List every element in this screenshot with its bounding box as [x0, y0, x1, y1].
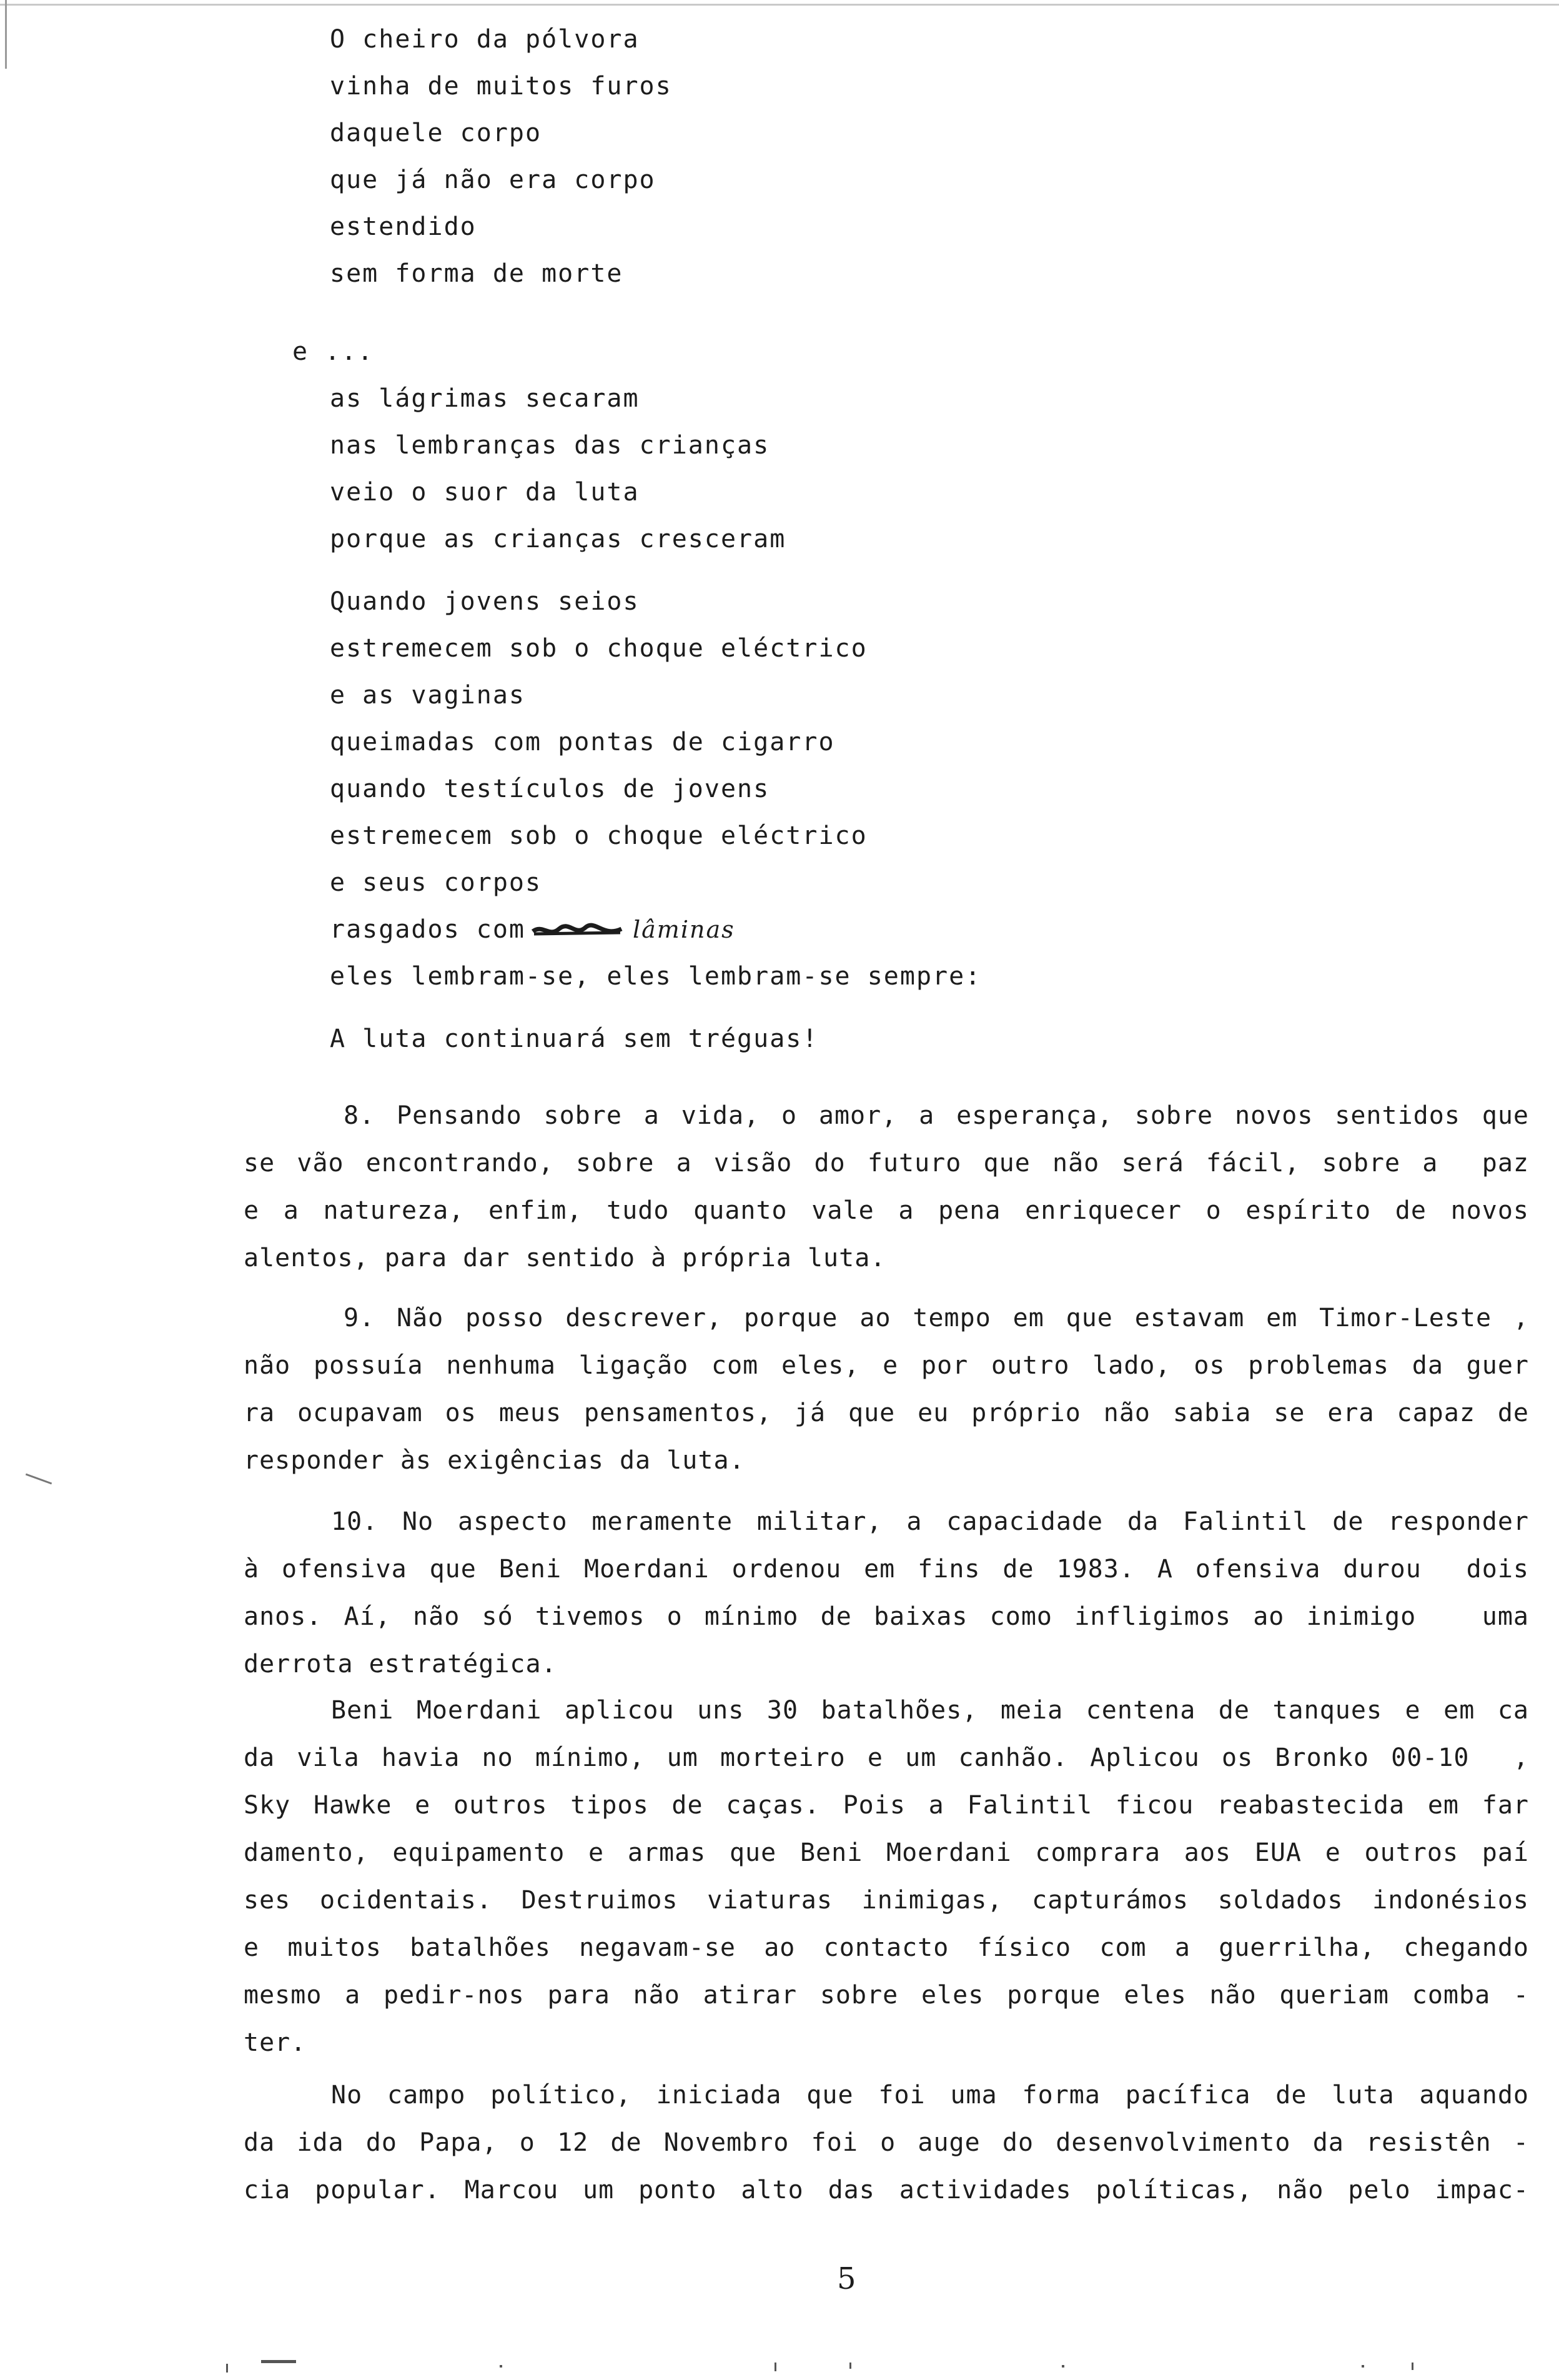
paragraph-line: mesmo a pedir-nos para não atirar sobre eles porque eles não queriam comba -	[244, 1981, 1529, 2010]
poem-line: O cheiro da pólvora	[330, 25, 640, 54]
paragraph-line: se vão encontrando, sobre a visão do futuro que não será fácil, sobre a paz	[244, 1149, 1529, 1178]
paragraph-line: 10. No aspecto meramente militar, a capacidade da Falintil de responder	[331, 1507, 1529, 1536]
paragraph-line: ses ocidentais. Destruimos viaturas inimigas, capturámos soldados indonésios	[244, 1886, 1529, 1915]
poem-line: Quando jovens seios	[330, 587, 640, 616]
paragraph-line: da ida do Papa, o 12 de Novembro foi o auge do desenvolvimento da resistên -	[244, 2128, 1529, 2157]
poem-line-text: rasgados com	[330, 915, 525, 944]
poem-block	[292, 16, 982, 1063]
paragraph-11	[244, 1687, 1529, 2066]
poem-line: queimadas com pontas de cigarro	[330, 728, 835, 756]
paragraph-line: Sky Hawke e outros tipos de caças. Pois a Falintil ficou reabastecida em far	[244, 1791, 1529, 1820]
poem-line: que já não era corpo	[330, 166, 656, 194]
paragraph-line: e muitos batalhões negavam-se ao contacto físico com a guerrilha, chegando	[244, 1933, 1529, 1962]
paragraph-line: da vila havia no mínimo, um morteiro e um canhão. Aplicou os Bronko 00-10 ,	[244, 1743, 1529, 1772]
poem-line: nas lembranças das crianças	[330, 431, 770, 460]
top-edge-line	[0, 4, 1559, 6]
poem-stanza-1	[330, 16, 981, 297]
crossed-out-word-scribble	[530, 921, 624, 940]
poem-line: quando testículos de jovens	[330, 775, 770, 803]
paragraph-line: cia popular. Marcou um ponto alto das actividades políticas, não pelo impac-	[244, 2176, 1529, 2204]
paragraph-12	[244, 2071, 1529, 2214]
paragraph-line: responder às exigências da luta.	[244, 1446, 745, 1475]
paragraph-line: à ofensiva que Beni Moerdani ordenou em fins de 1983. A ofensiva durou dois	[244, 1555, 1529, 1584]
poem-line-rasgados	[330, 906, 981, 953]
paragraph-line: ter.	[244, 2028, 307, 2057]
paragraph-8	[244, 1092, 1529, 1282]
paragraph-line: ra ocupavam os meus pensamentos, já que eu próprio não sabia se era capaz de	[244, 1399, 1529, 1427]
page-number: 5	[837, 2261, 856, 2296]
handwritten-correction: lâminas	[632, 916, 735, 943]
poem-line: estendido	[330, 212, 477, 241]
poem-line: estremecem sob o choque eléctrico	[330, 634, 868, 663]
paragraph-9	[244, 1294, 1529, 1484]
poem-line: vinha de muitos furos	[330, 72, 672, 101]
poem-line: daquele corpo	[330, 119, 542, 147]
margin-tick-mark	[26, 1474, 52, 1485]
paragraph-line: derrota estratégica.	[244, 1650, 557, 1678]
poem-line: sem forma de morte	[330, 259, 623, 288]
paragraph-line: No campo político, iniciada que foi uma forma pacífica de luta aquando	[331, 2081, 1529, 2110]
poem-line: e as vaginas	[330, 681, 525, 710]
poem-line: e seus corpos	[330, 868, 542, 897]
poem-stanza-2	[330, 375, 981, 563]
poem-line: porque as crianças cresceram	[330, 525, 786, 553]
paragraph-line: damento, equipamento e armas que Beni Moerdani comprara aos EUA e outros paí	[244, 1838, 1529, 1867]
paragraph-line: Beni Moerdani aplicou uns 30 batalhões, meia centena de tanques e em ca	[331, 1696, 1529, 1725]
poem-line: estremecem sob o choque eléctrico	[330, 821, 868, 850]
poem-ellipsis-line: e ...	[292, 337, 374, 366]
poem-line: eles lembram-se, eles lembram-se sempre:	[330, 962, 982, 991]
poem-closing-line: A luta continuará sem tréguas!	[330, 1024, 819, 1053]
paragraph-line: anos. Aí, não só tivemos o mínimo de baixas como infligimos ao inimigo uma	[244, 1602, 1529, 1631]
poem-line: as lágrimas secaram	[330, 384, 640, 413]
paragraph-line: 9. Não posso descrever, porque ao tempo em que estavam em Timor-Leste ,	[344, 1304, 1529, 1332]
poem-line: veio o suor da luta	[330, 478, 640, 507]
paragraph-line: 8. Pensando sobre a vida, o amor, a esperança, sobre novos sentidos que	[344, 1101, 1529, 1130]
left-edge-mark	[5, 0, 7, 69]
poem-stanza-3	[330, 578, 981, 1000]
paragraph-10	[244, 1498, 1529, 1688]
paragraph-line: e a natureza, enfim, tudo quanto vale a pena enriquecer o espírito de novos	[244, 1196, 1529, 1225]
paragraph-line: alentos, para dar sentido à própria luta.	[244, 1244, 886, 1272]
paragraph-line: não possuía nenhuma ligação com eles, e por outro lado, os problemas da guer	[244, 1351, 1529, 1380]
